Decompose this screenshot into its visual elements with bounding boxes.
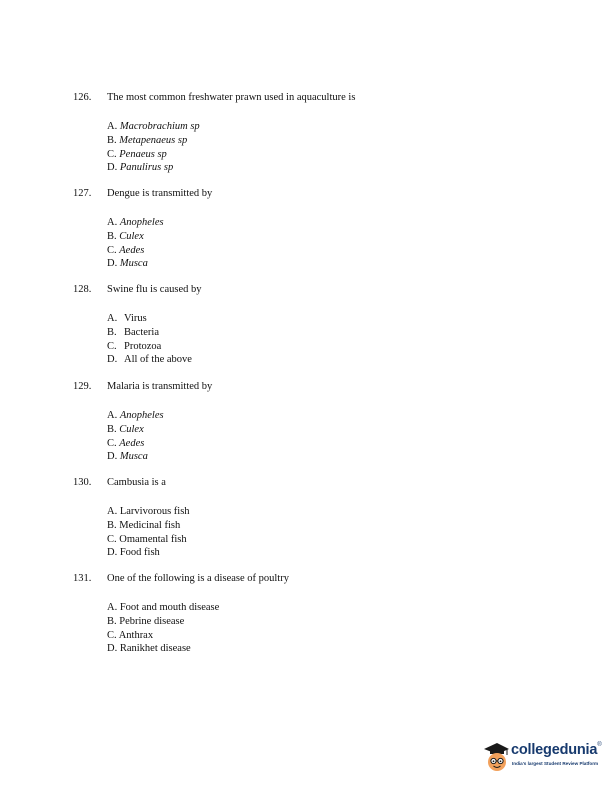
option-b: B. Bacteria [107,326,159,338]
option-a: A. Larvivorous fish [107,506,190,517]
question-text: Swine flu is caused by [107,284,202,295]
option-d: D. Musca [107,258,148,270]
option-b: B. Medicinal fish [107,519,181,531]
option-list [107,601,553,656]
option-a: A. Foot and mouth disease [107,602,220,613]
question-127 [73,187,553,271]
question-129 [73,380,553,464]
option-b: B. Culex [107,423,144,435]
option-d: D. Musca [107,451,148,463]
question-number: 128. [73,284,92,295]
option-b: B. Pebrine disease [107,615,185,627]
option-d: D. All of the above [107,354,192,366]
question-number: 130. [73,477,92,488]
option-c: C. Anthrax [107,629,154,641]
option-c: C. Protozoa [107,340,162,352]
option-d: D. Ranikhet disease [107,643,191,655]
question-text: Malaria is transmitted by [107,381,213,392]
option-a: A. Anopheles [107,410,164,421]
logo-name: collegedunia® [511,742,602,758]
option-list [107,409,553,464]
question-number: 127. [73,188,92,199]
option-list [107,120,553,175]
option-c: C. Omamental fish [107,533,187,545]
question-text: The most common freshwater prawn used in aquaculture is [107,92,356,103]
option-a: A. Macrobrachium sp [107,121,200,132]
option-list [107,312,553,367]
option-d: D. Panulirus sp [107,162,174,174]
question-130 [73,476,553,560]
option-a: A. Virus [107,313,147,324]
option-b: B. Metapenaeus sp [107,134,188,146]
option-b: B. Culex [107,230,144,242]
option-c: C. Aedes [107,244,145,256]
logo-tagline: India's largest Student Review Platform [512,761,599,766]
option-a: A. Anopheles [107,217,164,228]
question-128 [73,283,553,367]
option-d: D. Food fish [107,547,160,559]
option-c: C. Aedes [107,437,145,449]
option-list [107,216,553,271]
option-c: C. Penaeus sp [107,148,167,160]
question-number: 129. [73,381,92,392]
question-text: Cambusia is a [107,477,166,488]
graduate-face-icon [482,740,510,776]
question-number: 126. [73,92,92,103]
option-list [107,505,553,560]
question-131 [73,572,553,656]
question-text: One of the following is a disease of poultry [107,573,289,584]
collegedunia-logo [482,740,607,778]
question-number: 131. [73,573,92,584]
question-text: Dengue is transmitted by [107,188,213,199]
question-126 [73,91,553,175]
